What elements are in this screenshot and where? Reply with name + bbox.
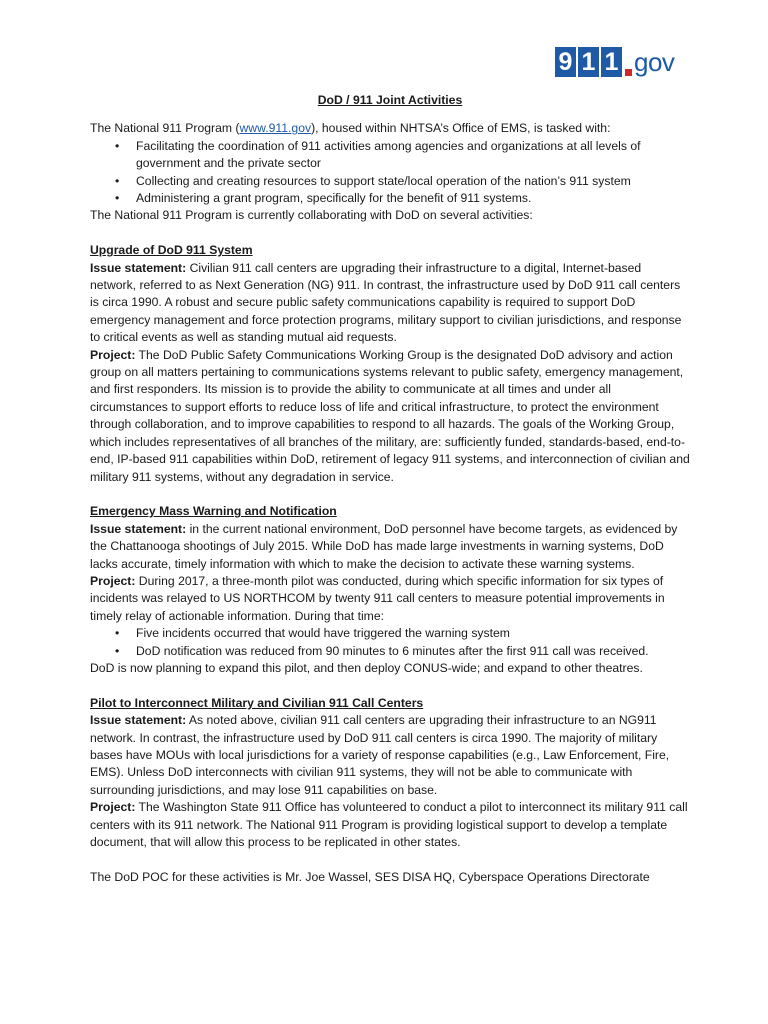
issue-statement <box>90 260 690 347</box>
program-link[interactable]: www.911.gov <box>239 121 312 136</box>
poc-paragraph: The DoD POC for these activities is Mr. Joe Wassel, SES DISA HQ, Cyberspace Operations Directorate <box>90 869 650 884</box>
results-list <box>90 625 690 660</box>
closing-paragraph: DoD is now planning to expand this pilot, and then deploy CONUS-wide; and expand to other theatres. <box>90 660 643 675</box>
project-text: During 2017, a three-month pilot was conducted, during which specific information for six types of incidents was relayed to US NORTHCOM by twenty 911 call centers to measure potential improvements in timely relay of actionable information. During that time: <box>90 573 665 623</box>
intro-text-after: ), housed within NHTSA’s Office of EMS, is tasked with: <box>311 121 611 136</box>
document-body <box>90 92 690 886</box>
project-label: Project: <box>90 347 136 362</box>
issue-statement <box>90 712 690 799</box>
project-text: The DoD Public Safety Communications Working Group is the designated DoD advisory and action group on all matters pertaining to communications systems relevant to public safety, emergency management, and first responders. Its mission is to provide the ability to communicate at all times and under all circumstances to support efforts to reduce loss of life and critical infrastructure, to protect the environment through collaboration, and to improve capabilities to respond to all hazards. The goals of the Working Group, which includes representatives of all branches of the military, are: sufficiently funded, standards-based, end-to-end, IP-based 911 capabilities within DoD, retirement of legacy 911 systems, and interconnection of civilian and military 911 systems, without any degradation in service. <box>90 347 690 484</box>
project-text: The Washington State 911 Office has volunteered to conduct a pilot to interconnect its military 911 call centers with its 911 network. The National 911 Program is providing logistical support to develop a template document, that will allow this process to be replicated in other states. <box>90 800 688 850</box>
issue-label: Issue statement: <box>90 713 187 728</box>
intro-text-before: The National 911 Program ( <box>90 121 240 136</box>
logo-911gov <box>555 46 674 78</box>
logo-suffix: gov <box>634 47 675 77</box>
issue-text: Civilian 911 call centers are upgrading their infrastructure to a digital, Internet-based network, referred to as Next Generation (NG) 911. In contrast, the infrastructure used by DoD 911 call centers is circa 1990. A robust and secure public safety communications capability is required to support DoD emergency management and force protection programs, military support to civilian jurisdictions, and response to critical events as well as standing mutual aid requests. <box>90 260 682 345</box>
section-heading: Emergency Mass Warning and Notification <box>90 504 337 519</box>
project-statement <box>90 799 690 851</box>
list-item: • Facilitating the coordination of 911 activities among agencies and organizations at all levels of government and the private sector <box>136 138 690 173</box>
logo-digit: 1 <box>578 47 599 77</box>
issue-statement <box>90 521 690 573</box>
list-item: • Administering a grant program, specifically for the benefit of 911 systems. <box>136 190 690 207</box>
logo-digit: 1 <box>601 47 622 77</box>
logo-digit: 9 <box>555 47 576 77</box>
page-title: DoD / 911 Joint Activities <box>317 93 463 107</box>
project-label: Project: <box>90 573 136 588</box>
section-heading: Pilot to Interconnect Military and Civilian 911 Call Centers <box>90 695 424 710</box>
project-label: Project: <box>90 800 136 815</box>
issue-label: Issue statement: <box>90 521 187 536</box>
intro-paragraph <box>90 120 690 137</box>
issue-text: in the current national environment, DoD personnel have become targets, as evidenced by the Chattanooga shootings of July 2015. While DoD has made large investments in warning systems, DoD lacks accurate, timely information with which to make the decision to activate these warning systems. <box>90 521 678 571</box>
logo-dot <box>625 69 632 76</box>
list-item: • Five incidents occurred that would have triggered the warning system <box>136 625 690 642</box>
project-statement <box>90 347 690 486</box>
tasks-list <box>90 138 690 208</box>
issue-text: As noted above, civilian 911 call centers are upgrading their infrastructure to an NG911 network. In contrast, the infrastructure used by DoD 911 call centers is circa 1990. The majority of military bases have MOUs with local jurisdictions for a variety of response capabilities (e.g., Law Enforcement, Fire, EMS). Unless DoD interconnects with civilian 911 systems, they will not be able to communicate with surrounding jurisdictions, and may lose 911 capabilities on base. <box>90 713 670 797</box>
collab-paragraph: The National 911 Program is currently collaborating with DoD on several activities: <box>90 208 533 223</box>
project-statement <box>90 573 690 625</box>
issue-label: Issue statement: <box>90 260 187 275</box>
list-item: • DoD notification was reduced from 90 minutes to 6 minutes after the first 911 call was received. <box>136 643 690 660</box>
section-heading: Upgrade of DoD 911 System <box>90 243 253 258</box>
list-item: • Collecting and creating resources to support state/local operation of the nation’s 911 system <box>136 173 690 190</box>
